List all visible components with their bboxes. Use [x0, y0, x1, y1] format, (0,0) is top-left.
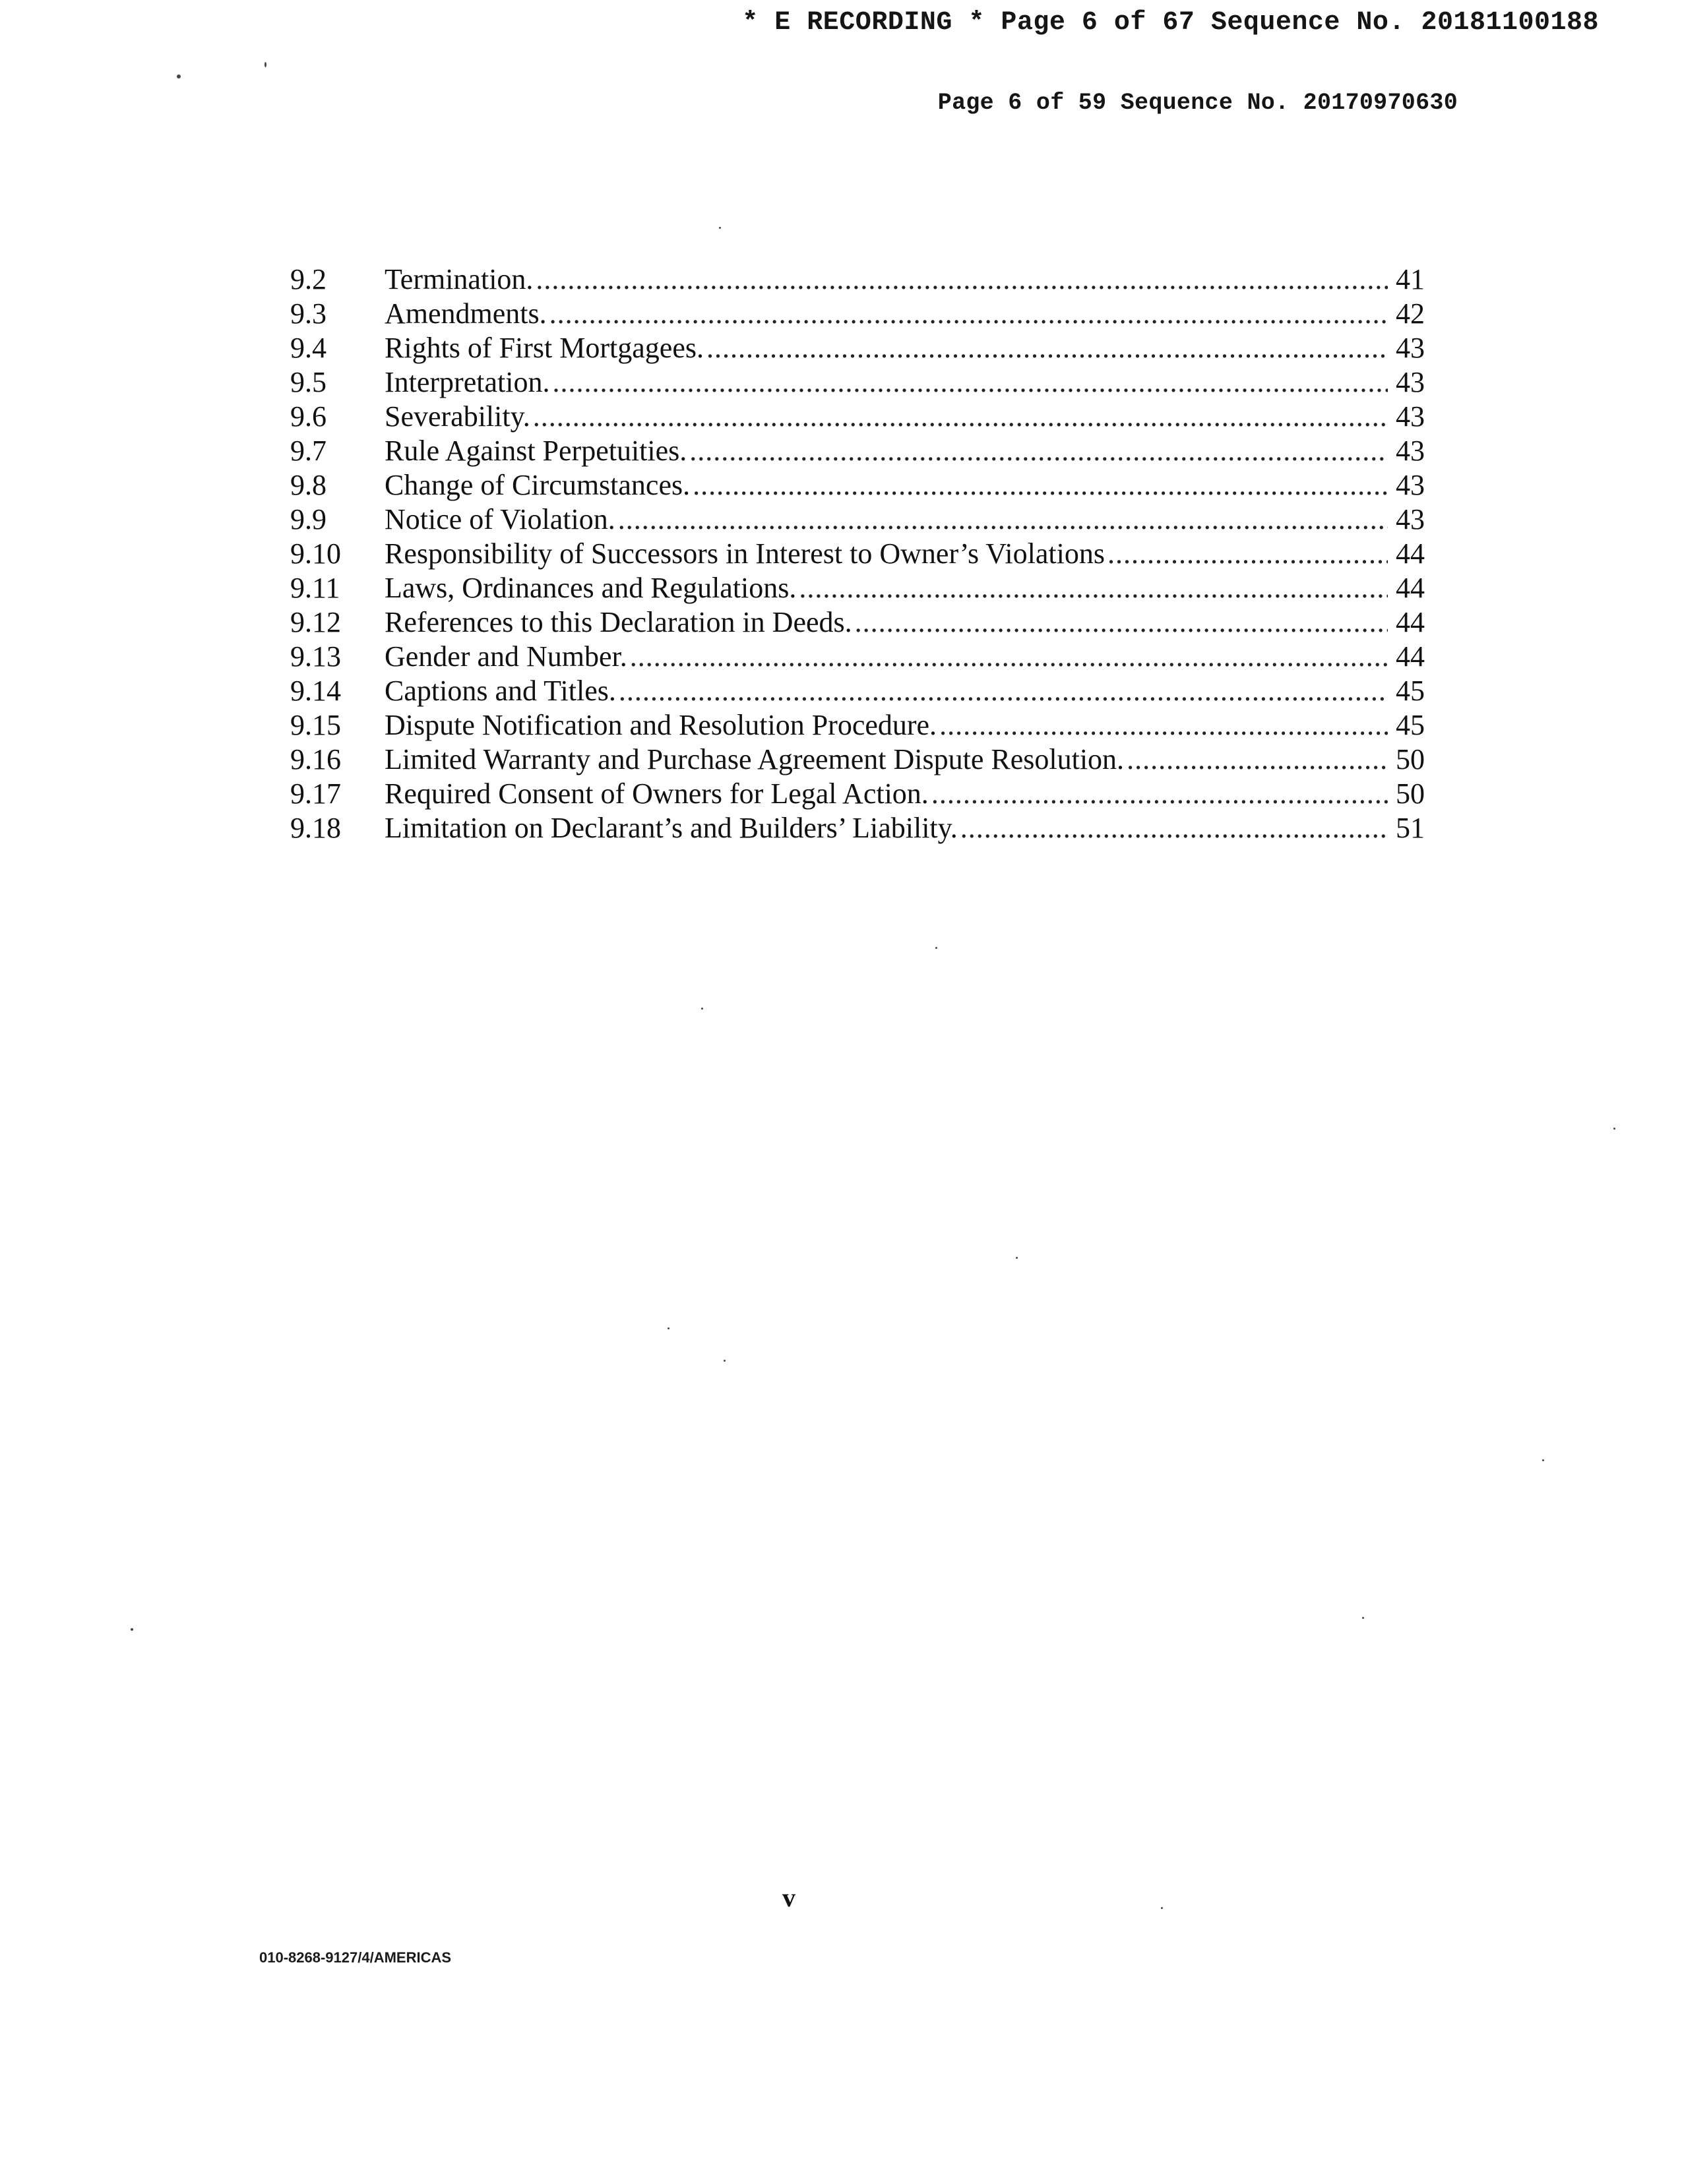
toc-entry-title: Required Consent of Owners for Legal Action. [385, 777, 929, 810]
toc-entry-page: 43 [1396, 366, 1425, 398]
toc-entry-number: 9.16 [290, 743, 341, 775]
toc-leader-dots [1107, 537, 1388, 571]
scan-speck [719, 227, 721, 229]
recording-stamp: * E RECORDING * Page 6 of 67 Sequence No. 20181100188 [742, 8, 1599, 38]
toc-leader-dots [960, 811, 1388, 845]
toc-entry [290, 502, 1425, 537]
toc-entry-page: 50 [1396, 743, 1425, 775]
toc-entry [290, 434, 1425, 468]
toc-leader-dots [549, 297, 1388, 331]
toc-entry [290, 777, 1425, 811]
page-number: v [782, 1883, 795, 1912]
toc-entry-title: Rule Against Perpetuities. [385, 435, 687, 467]
toc-entry-title: Notice of Violation. [385, 503, 615, 535]
toc-entry-title: Interpretation. [385, 366, 550, 398]
sequence-stamp: Page 6 of 59 Sequence No. 20170970630 [937, 90, 1458, 116]
scan-speck [177, 75, 181, 78]
toc-leader-dots [689, 434, 1388, 468]
toc-entry-title: Limited Warranty and Purchase Agreement Dispute Resolution. [385, 743, 1125, 775]
toc-entry [290, 674, 1425, 708]
toc-entry-title: Responsibility of Successors in Interest to Owner’s Violations [385, 537, 1105, 570]
toc-entry [290, 468, 1425, 502]
toc-entry-page: 43 [1396, 400, 1425, 433]
document-id: 010-8268-9127/4/AMERICAS [259, 1949, 452, 1966]
toc-entry-page: 51 [1396, 812, 1425, 844]
toc-entry [290, 297, 1425, 331]
toc-entry-page: 43 [1396, 332, 1425, 364]
toc-entry-page: 44 [1396, 606, 1425, 638]
toc-entry-title: Rights of First Mortgagees. [385, 332, 704, 364]
toc-leader-dots [1127, 743, 1388, 777]
scan-speck [668, 1327, 670, 1329]
toc-leader-dots [618, 502, 1388, 537]
toc-entry-title: Change of Circumstances. [385, 469, 691, 501]
toc-leader-dots [693, 468, 1388, 502]
toc-entry-number: 9.2 [290, 263, 327, 295]
toc-leader-dots [799, 571, 1388, 605]
toc-entry [290, 400, 1425, 434]
toc-entry-page: 44 [1396, 640, 1425, 673]
scan-speck [724, 1360, 726, 1362]
toc-entry [290, 605, 1425, 640]
toc-entry-number: 9.5 [290, 366, 327, 398]
toc-entry-page: 44 [1396, 572, 1425, 604]
toc-entry-title: Limitation on Declarant’s and Builders’ Liability. [385, 812, 958, 844]
toc-leader-dots [706, 331, 1388, 365]
toc-entry-number: 9.6 [290, 400, 327, 433]
toc-entry-page: 45 [1396, 675, 1425, 707]
toc-leader-dots [939, 708, 1388, 743]
toc-leader-dots [552, 365, 1388, 400]
toc-entry-page: 42 [1396, 297, 1425, 330]
scan-speck [1542, 1459, 1544, 1461]
toc-entry-title: Severability. [385, 400, 530, 433]
scan-speck [935, 947, 937, 949]
toc-leader-dots [533, 400, 1388, 434]
toc-entry [290, 331, 1425, 365]
toc-entry-number: 9.10 [290, 537, 341, 570]
toc-entry-number: 9.15 [290, 709, 341, 741]
toc-entry-number: 9.4 [290, 332, 327, 364]
toc-entry [290, 743, 1425, 777]
toc-entry [290, 537, 1425, 571]
toc-leader-dots [619, 674, 1388, 708]
toc-entry-number: 9.12 [290, 606, 341, 638]
toc-entry [290, 708, 1425, 743]
toc-entry-title: References to this Declaration in Deeds. [385, 606, 852, 638]
toc-entry-title: Dispute Notification and Resolution Procedure. [385, 709, 937, 741]
toc-entry-page: 43 [1396, 469, 1425, 501]
toc-entry-title: Captions and Titles. [385, 675, 616, 707]
scan-speck [131, 1628, 133, 1631]
toc-entry-number: 9.3 [290, 297, 327, 330]
toc-entry [290, 811, 1425, 845]
toc-entry-page: 44 [1396, 537, 1425, 570]
toc-leader-dots [630, 640, 1388, 674]
toc-entry-title: Gender and Number. [385, 640, 627, 673]
scan-speck [1161, 1907, 1163, 1909]
toc-entry-title: Laws, Ordinances and Regulations. [385, 572, 797, 604]
toc-entry-number: 9.17 [290, 777, 341, 810]
scan-speck [1362, 1617, 1364, 1619]
toc-entry-number: 9.14 [290, 675, 341, 707]
toc-entry [290, 365, 1425, 400]
toc-entry [290, 571, 1425, 605]
scan-speck [265, 62, 266, 67]
toc-entry-page: 41 [1396, 263, 1425, 295]
table-of-contents [290, 262, 1425, 845]
scan-speck [701, 1008, 703, 1010]
toc-leader-dots [536, 262, 1388, 297]
scan-speck [1613, 1128, 1615, 1130]
toc-leader-dots [931, 777, 1388, 811]
toc-entry-title: Termination. [385, 263, 534, 295]
toc-entry-number: 9.9 [290, 503, 327, 535]
scan-speck [1016, 1257, 1018, 1259]
toc-entry-page: 50 [1396, 777, 1425, 810]
toc-leader-dots [855, 605, 1388, 640]
toc-entry [290, 640, 1425, 674]
toc-entry-number: 9.11 [290, 572, 340, 604]
toc-entry-number: 9.8 [290, 469, 327, 501]
toc-entry-number: 9.18 [290, 812, 341, 844]
toc-entry-page: 45 [1396, 709, 1425, 741]
toc-entry-number: 9.7 [290, 435, 327, 467]
toc-entry-number: 9.13 [290, 640, 341, 673]
toc-entry-page: 43 [1396, 435, 1425, 467]
toc-entry-page: 43 [1396, 503, 1425, 535]
toc-entry [290, 262, 1425, 297]
toc-entry-title: Amendments. [385, 297, 547, 330]
